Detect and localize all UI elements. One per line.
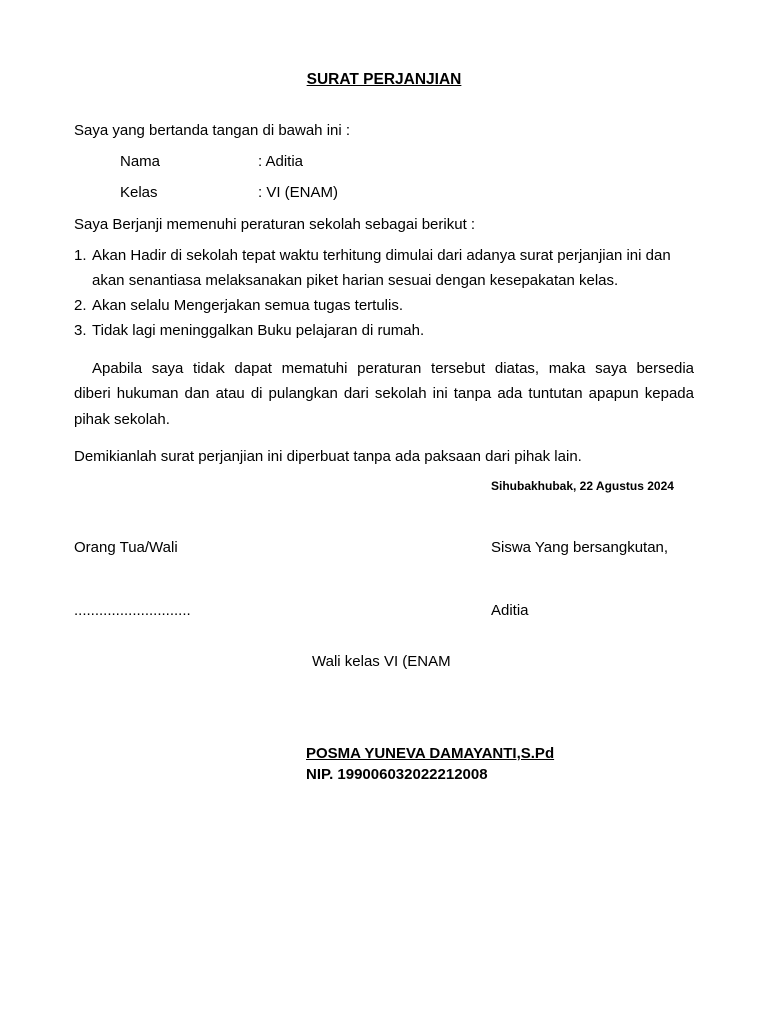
list-item-text: Akan selalu Mengerjakan semua tugas tertulis. [92, 297, 404, 314]
field-value-kelas: : VI (ENAM) [258, 184, 339, 201]
list-number: 3. [74, 322, 87, 339]
intro-text: Saya yang bertanda tangan di bawah ini : [74, 122, 351, 139]
field-value-nama: : Aditia [258, 153, 304, 170]
parent-signature-title: Orang Tua/Wali [74, 539, 178, 556]
paragraph-line-2: diberi hukuman dan atau di pulangkan dari sekolah ini tanpa ada tuntutan apapun kepada [74, 385, 694, 402]
student-signature-title: Siswa Yang bersangkutan, [491, 539, 669, 556]
student-name: Aditia [491, 602, 529, 619]
list-number: 1. [74, 247, 87, 264]
place-date: Sihubakhubak, 22 Agustus 2024 [491, 479, 674, 493]
parent-signature-line: ............................ [74, 602, 191, 619]
closing-text: Demikianlah surat perjanjian ini diperbuat tanpa ada paksaan dari pihak lain. [74, 448, 582, 465]
teacher-name: POSMA YUNEVA DAMAYANTI,S.Pd [306, 745, 555, 762]
document-title: SURAT PERJANJIAN [306, 71, 462, 88]
list-number: 2. [74, 297, 87, 314]
list-item-text: Akan Hadir di sekolah tepat waktu terhitung dimulai dari adanya surat perjanjian ini dan [92, 247, 671, 264]
promise-intro: Saya Berjanji memenuhi peraturan sekolah sebagai berikut : [74, 216, 476, 233]
list-item-text: Tidak lagi meninggalkan Buku pelajaran di rumah. [92, 322, 425, 339]
field-label-nama: Nama [120, 153, 161, 170]
field-label-kelas: Kelas [120, 184, 158, 201]
list-item-text-continued: akan senantiasa melaksanakan piket harian sesuai dengan kesepakatan kelas. [92, 272, 619, 289]
teacher-title: Wali kelas VI (ENAM [312, 653, 451, 670]
paragraph-line-3: pihak sekolah. [74, 411, 170, 428]
teacher-nip: NIP. 199006032022212008 [306, 766, 488, 783]
paragraph-line-1: Apabila saya tidak dapat mematuhi peraturan tersebut diatas, maka saya bersedia [92, 360, 694, 377]
